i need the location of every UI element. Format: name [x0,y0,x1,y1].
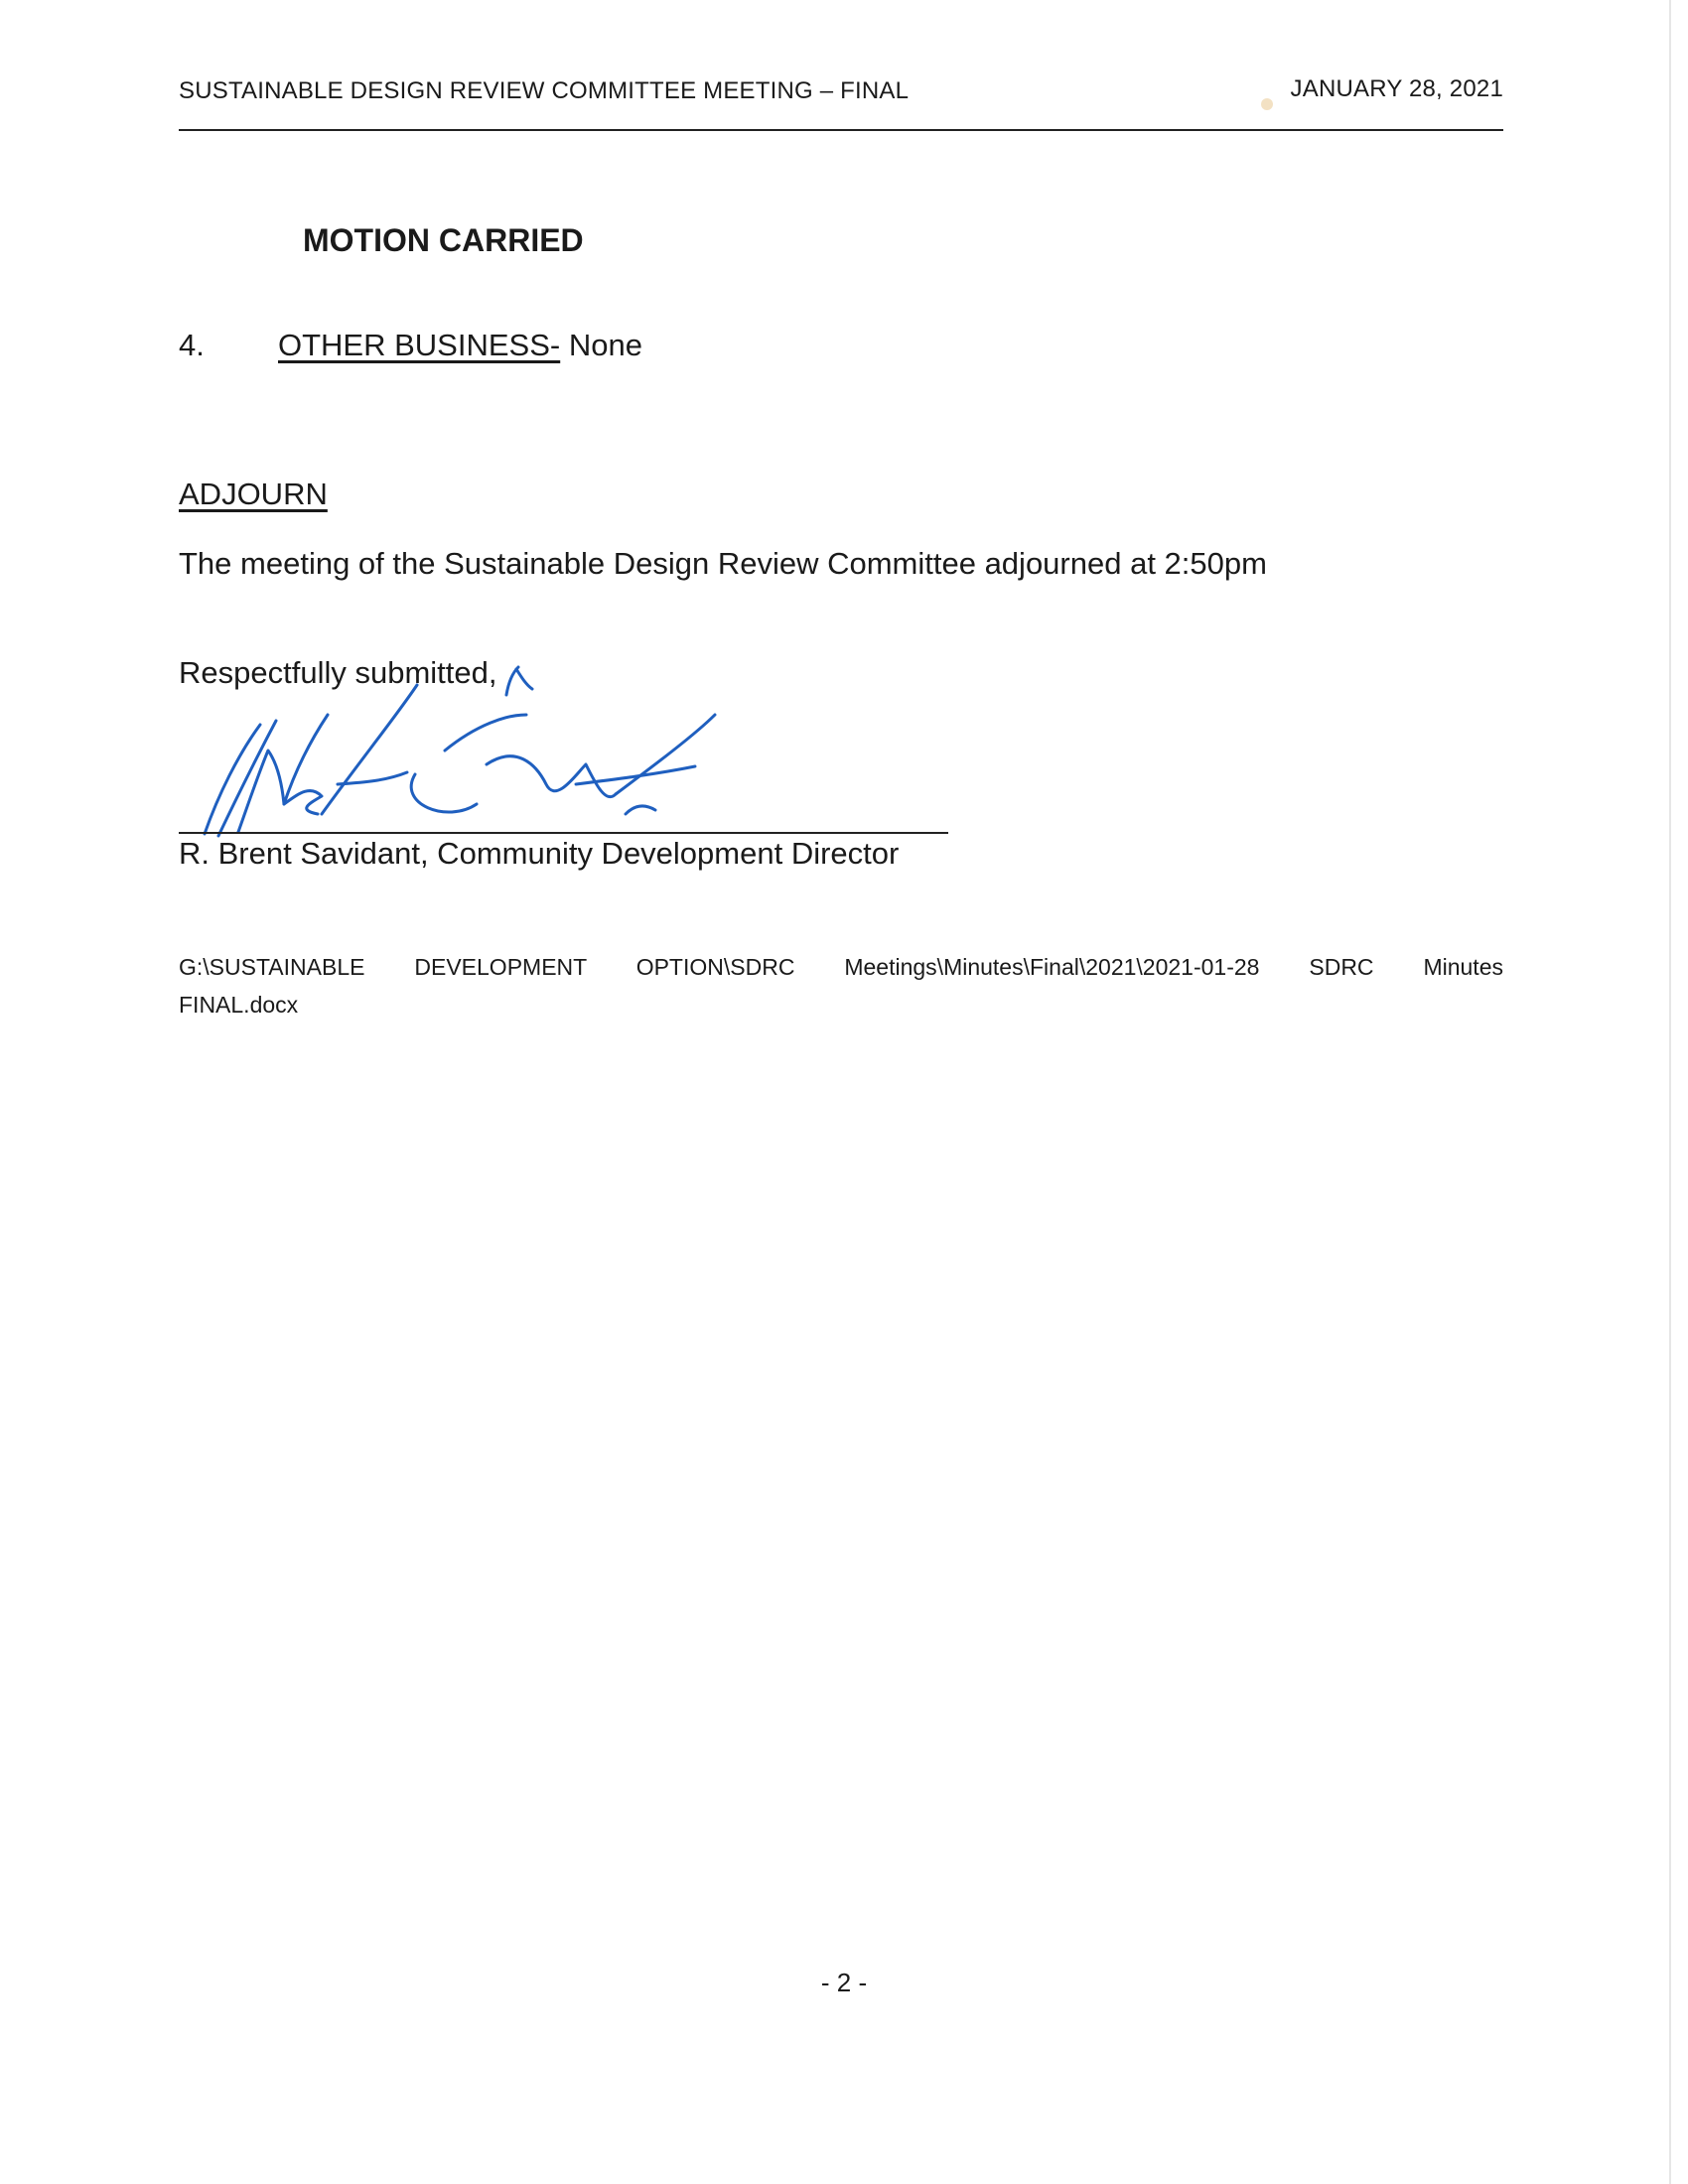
handwritten-signature [199,655,834,854]
closing-text: Respectfully submitted, [179,655,497,690]
header-rule [179,129,1503,131]
motion-result: MOTION CARRIED [303,222,584,258]
section-other-business [179,328,642,363]
page-edge [1669,0,1671,2184]
adjourn-text: The meeting of the Sustainable Design Review Committee adjourned at 2:50pm [179,546,1267,581]
section-title: OTHER BUSINESS- [278,328,561,362]
section-number: 4. [179,328,205,362]
header-title: SUSTAINABLE DESIGN REVIEW COMMITTEE MEETING – FINAL [179,77,910,104]
file-path-line-2: FINAL.docx [179,992,299,1018]
paper-stain [1261,98,1273,110]
adjourn-heading: ADJOURN [179,477,328,511]
header-date: JANUARY 28, 2021 [1290,75,1503,102]
signature-line [179,832,948,834]
section-value: None [560,328,642,362]
signer-name: R. Brent Savidant, Community Development Director [179,836,900,871]
file-path [179,948,1503,1024]
file-path-line-1: G:\SUSTAINABLE DEVELOPMENT OPTION\SDRC Meetings\Minutes\Final\2021\2021-01-28 SDRC Minutes [179,954,1503,980]
page-number: - 2 - [820,1968,868,1997]
